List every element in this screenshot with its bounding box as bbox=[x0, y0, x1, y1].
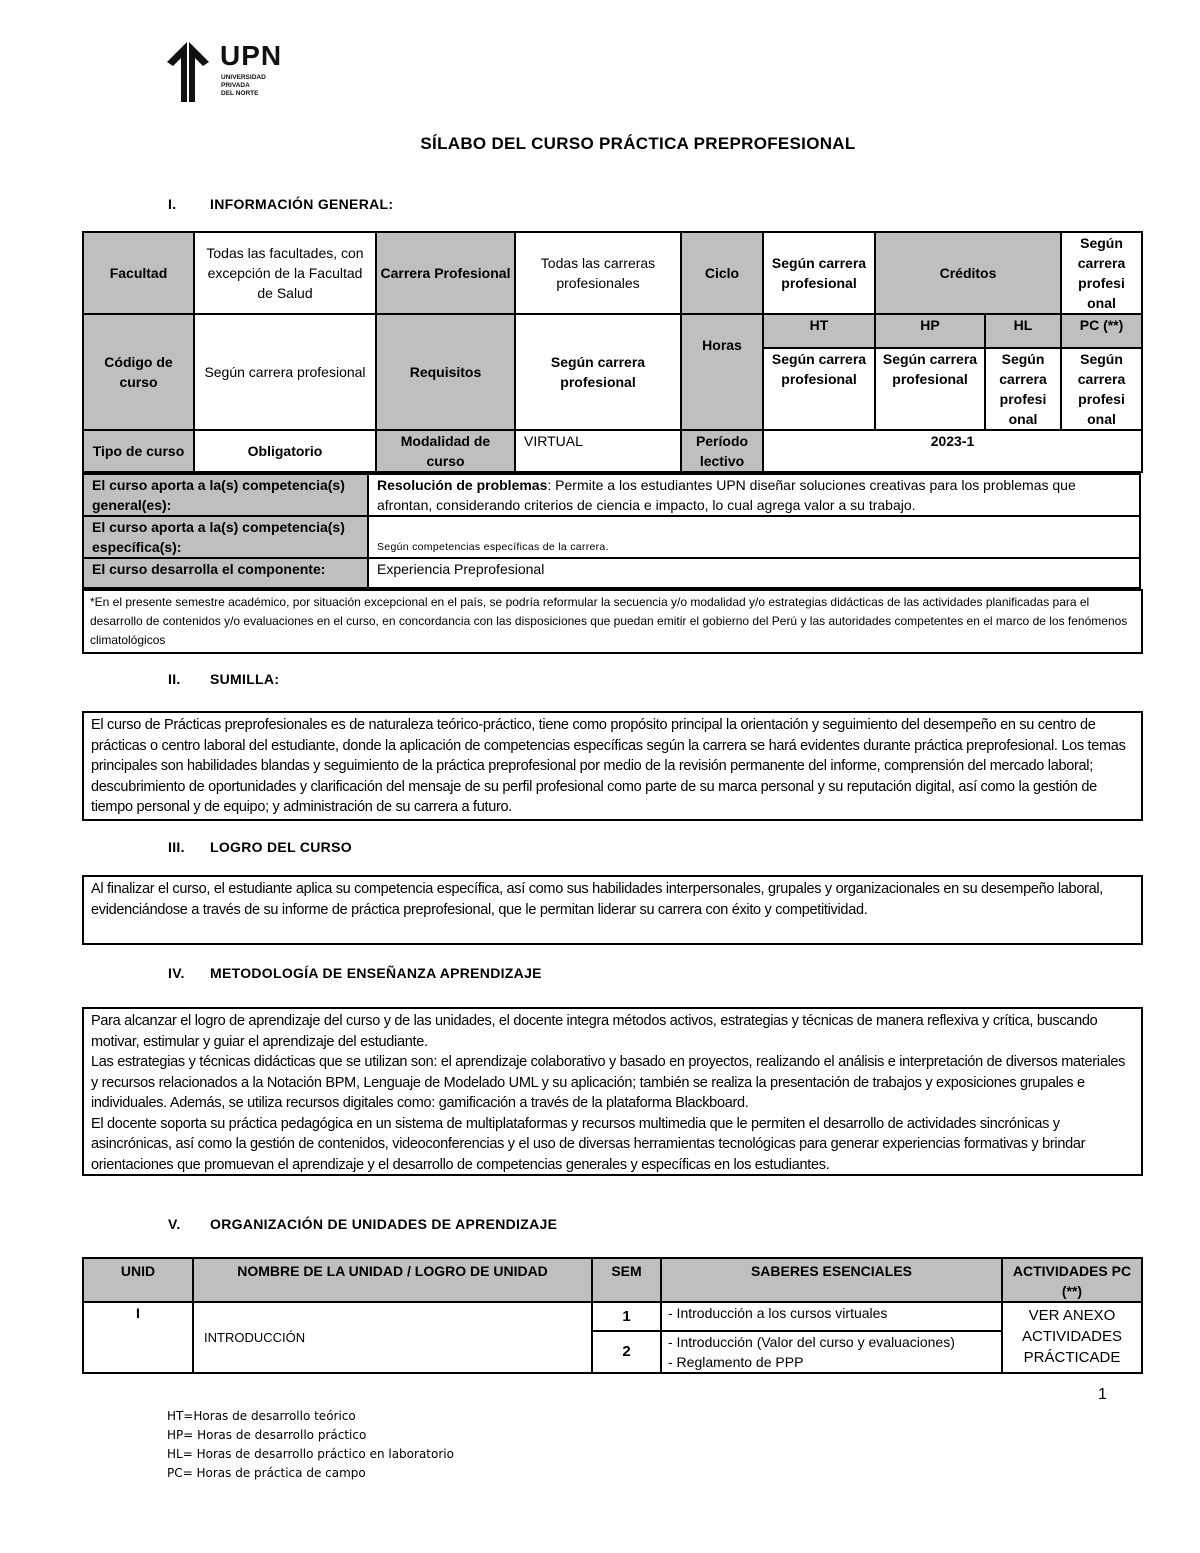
section-heading-1 bbox=[168, 196, 393, 212]
section-title: METODOLOGÍA DE ENSEÑANZA APRENDIZAJE bbox=[210, 965, 542, 981]
ciclo-value: Según carrera profesional bbox=[763, 232, 875, 314]
metodologia-paragraph: Las estrategias y técnicas didácticas que se utilizan son: el aprendizaje colaborativo y basado en proyectos, realizando el análisis e interpretación de diversos materiales y recursos relacionados a la Notación BPM, Lenguaje de Modelado UML y su aplicación; también se realiza la presentación de trabajos y exposiciones grupales e individuales. Además, se utiliza recursos digitales como: gamificación a través de la plataforma Blackboard. bbox=[91, 1054, 1126, 1111]
carrera-label: Carrera Profesional bbox=[376, 232, 515, 314]
metodologia-box bbox=[82, 1007, 1143, 1176]
logo-subtitle: UNIVERSIDAD PRIVADA DEL NORTE bbox=[221, 74, 266, 97]
facultad-label: Facultad bbox=[83, 232, 194, 314]
ht-label: HT bbox=[763, 314, 875, 348]
requisitos-label: Requisitos bbox=[376, 314, 515, 430]
hp-label: HP bbox=[875, 314, 985, 348]
requisitos-value: Según carrera profesional bbox=[515, 314, 681, 430]
tipo-value: Obligatorio bbox=[194, 430, 376, 472]
pc-value: Según carrera profesi onal bbox=[1061, 348, 1142, 430]
units-header-cell: SEM bbox=[592, 1258, 661, 1302]
hp-value: Según carrera profesional bbox=[875, 348, 985, 430]
competencias-table bbox=[82, 473, 1141, 589]
week-number: 2 bbox=[592, 1331, 661, 1373]
modalidad-label: Modalidad de curso bbox=[376, 430, 515, 472]
units-header-cell: UNID bbox=[83, 1258, 193, 1302]
section-title: ORGANIZACIÓN DE UNIDADES DE APRENDIZAJE bbox=[210, 1216, 558, 1232]
section-number: IV. bbox=[168, 965, 185, 981]
ht-value: Según carrera profesional bbox=[763, 348, 875, 430]
componente-value: Experiencia Preprofesional bbox=[368, 558, 1140, 588]
horas-label: Horas bbox=[681, 314, 763, 430]
modalidad-value: VIRTUAL bbox=[515, 430, 681, 472]
table-row bbox=[83, 1302, 1142, 1331]
section-number: III. bbox=[168, 839, 185, 855]
competencia-general-value bbox=[368, 474, 1140, 516]
saber-item: - Introducción (Valor del curso y evaluaciones) bbox=[668, 1334, 955, 1350]
pc-label: PC (**) bbox=[1061, 314, 1142, 348]
competencia-especifica-label: El curso aporta a la(s) competencia(s) específica(s): bbox=[83, 516, 368, 558]
periodo-label: Período lectivo bbox=[681, 430, 763, 472]
section-heading-4 bbox=[168, 965, 542, 981]
sumilla-box bbox=[82, 711, 1143, 821]
units-header-cell: ACTIVIDADES PC (**) bbox=[1002, 1258, 1142, 1302]
metodologia-paragraph: Para alcanzar el logro de aprendizaje del curso y de las unidades, el docente integra métodos activos, estrategias y técnicas de manera reflexiva y crítica, buscando motivar, estimular y guiar el aprendizaje del estudiante. bbox=[91, 1013, 1098, 1050]
carrera-value: Todas las carreras profesionales bbox=[515, 232, 681, 314]
section-heading-3 bbox=[168, 839, 352, 855]
section-heading-5 bbox=[168, 1216, 557, 1232]
unit-actividades: VER ANEXO ACTIVIDADES PRÁCTICADE bbox=[1002, 1302, 1142, 1373]
section-number: II. bbox=[168, 671, 181, 687]
legend-item: PC= Horas de práctica de campo bbox=[167, 1466, 366, 1480]
logro-box bbox=[82, 875, 1143, 945]
document-title: SÍLABO DEL CURSO PRÁCTICA PREPROFESIONAL bbox=[420, 134, 856, 153]
competencia-especifica-text: Según competencias específicas de la carrera. bbox=[377, 541, 609, 553]
units-table bbox=[82, 1257, 1143, 1374]
hl-label: HL bbox=[985, 314, 1061, 348]
facultad-value: Todas las facultades, con excepción de la Facultad de Salud bbox=[194, 232, 376, 314]
componente-label: El curso desarrolla el componente: bbox=[83, 558, 368, 588]
codigo-value: Según carrera profesional bbox=[194, 314, 376, 430]
section-title: INFORMACIÓN GENERAL: bbox=[210, 196, 394, 212]
unit-name: INTRODUCCIÓN bbox=[193, 1302, 592, 1373]
metodologia-paragraph: El docente soporta su práctica pedagógica en un sistema de multiplataformas y recursos multimedia que le permiten el desarrollo de actividades sincrónicas y asincrónicas, así como la gestión de contenidos, videoconferencias y el uso de diversas herramientas tecnológicas para generar experiencias formativas y brindar orientaciones que promuevan el aprendizaje y el desarrollo de competencias generales y específicas en los estudiantes. bbox=[91, 1115, 1086, 1173]
units-header-cell: NOMBRE DE LA UNIDAD / LOGRO DE UNIDAD bbox=[193, 1258, 592, 1302]
hl-value: Según carrera profesi onal bbox=[985, 348, 1061, 430]
section-title: SUMILLA: bbox=[210, 671, 280, 687]
competencia-especifica-value bbox=[368, 516, 1140, 558]
general-info-table bbox=[82, 231, 1143, 473]
creditos-value: Según carrera profesi onal bbox=[1061, 232, 1142, 314]
competencia-general-text: : Permite a los estudiantes UPN diseñar soluciones creativas para los problemas que afrontan, considerando criterios de ciencia e impacto, lo cual agrega valor a su trabajo. bbox=[377, 477, 1076, 513]
section-heading-2 bbox=[168, 671, 279, 687]
legend-item: HP= Horas de desarrollo práctico bbox=[167, 1428, 367, 1442]
section-number: V. bbox=[168, 1216, 181, 1232]
units-header-row bbox=[83, 1258, 1142, 1302]
hours-legend bbox=[167, 1407, 454, 1483]
sumilla-text: El curso de Prácticas preprofesionales es de naturaleza teórico-práctico, tiene como propósito principal la orientación y seguimiento del desempeño en su centro de prácticas o centro laboral del estudiante, donde la aplicación de competencias específicas según la carrera se hará evidentes durante práctica preprofesional. Los temas principales son habilidades blandas y seguimiento de la práctica preprofesional por medio de la revisión permanente del informe, comprensión del mercado laboral; descubrimiento de oportunidades y clarificación del mensaje de su perfil profesional como parte de su marca personal y su reputación digital, así como la gestión de tiempo personal y de equipo; y administración de su carrera a futuro. bbox=[91, 717, 1126, 815]
page-number: 1 bbox=[1098, 1386, 1107, 1403]
ciclo-label: Ciclo bbox=[681, 232, 763, 314]
section-number: I. bbox=[168, 196, 177, 212]
saber-item: - Reglamento de PPP bbox=[668, 1354, 804, 1370]
week-saberes bbox=[661, 1331, 1002, 1373]
creditos-label: Créditos bbox=[875, 232, 1061, 314]
codigo-label: Código de curso bbox=[83, 314, 194, 430]
competencia-general-name: Resolución de problemas bbox=[377, 477, 548, 493]
tipo-label: Tipo de curso bbox=[83, 430, 194, 472]
week-number: 1 bbox=[592, 1302, 661, 1331]
section-title: LOGRO DEL CURSO bbox=[210, 839, 352, 855]
logro-text: Al finalizar el curso, el estudiante aplica su competencia específica, así como sus habilidades interpersonales, grupales y organizacionales en su desempeño laboral, evidenciándose a través de su informe de práctica preprofesional, que le permitan liderar su carrera con éxito y competitividad. bbox=[91, 881, 1104, 918]
unit-id: I bbox=[83, 1302, 193, 1373]
legend-item: HT=Horas de desarrollo teórico bbox=[167, 1409, 356, 1423]
legend-item: HL= Horas de desarrollo práctico en laboratorio bbox=[167, 1447, 454, 1461]
competencia-general-label: El curso aporta a la(s) competencia(s) general(es): bbox=[83, 474, 368, 516]
week-saberes: - Introducción a los cursos virtuales bbox=[661, 1302, 1002, 1331]
periodo-value: 2023-1 bbox=[763, 430, 1142, 472]
units-header-cell: SABERES ESENCIALES bbox=[661, 1258, 1002, 1302]
situational-note: *En el presente semestre académico, por situación excepcional en el país, se podría reformular la secuencia y/o modalidad y/o estrategias didácticas de las actividades planificadas para el desarrollo de contenidos y/o evaluaciones en el curso, en concordancia con las disposiciones que puedan emitir el gobierno del Perú y las autoridades competentes en el marco de los fenómenos climatológicos bbox=[82, 589, 1143, 654]
logo-brand: UPN bbox=[220, 40, 283, 71]
